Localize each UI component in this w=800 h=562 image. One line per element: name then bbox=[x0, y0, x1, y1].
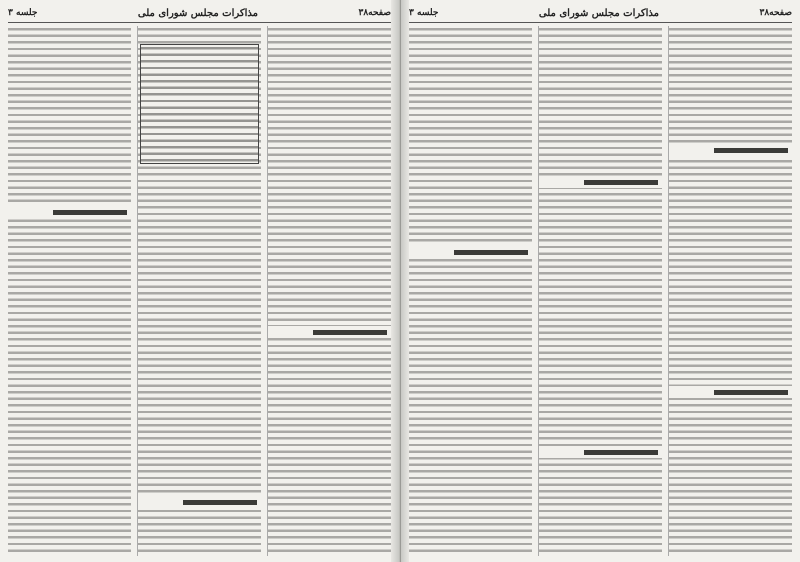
right-page-session: جلسه ۳ bbox=[409, 8, 439, 18]
section-heading bbox=[409, 246, 532, 258]
left-page-header bbox=[8, 6, 391, 23]
text-block bbox=[8, 26, 131, 556]
section-heading bbox=[539, 446, 662, 458]
text-block bbox=[268, 26, 391, 556]
right-page-column-1 bbox=[668, 26, 792, 556]
left-page-column-3 bbox=[8, 26, 131, 556]
text-block bbox=[669, 26, 792, 556]
right-page bbox=[400, 0, 800, 562]
right-page-header bbox=[409, 6, 792, 23]
left-page-title: مذاکرات مجلس شورای ملی bbox=[137, 7, 259, 19]
right-page-number: صفحه۳۸ bbox=[759, 8, 792, 18]
text-block bbox=[409, 26, 532, 556]
right-page-columns bbox=[409, 26, 792, 556]
boxed-notice bbox=[140, 44, 259, 164]
right-page-title: مذاکرات مجلس شورای ملی bbox=[538, 7, 660, 19]
section-heading bbox=[138, 496, 261, 508]
section-heading bbox=[669, 144, 792, 156]
left-page-column-1 bbox=[267, 26, 391, 556]
right-page-column-3 bbox=[409, 26, 532, 556]
right-page-column-2 bbox=[538, 26, 662, 556]
section-heading bbox=[539, 176, 662, 188]
left-page-session: جلسه ۳ bbox=[8, 8, 38, 18]
left-page-column-2 bbox=[137, 26, 261, 556]
left-page-columns bbox=[8, 26, 391, 556]
text-block bbox=[539, 26, 662, 556]
section-heading bbox=[268, 326, 391, 338]
section-heading bbox=[669, 386, 792, 398]
left-page-number: صفحه۳۸ bbox=[358, 8, 391, 18]
binding-gutter bbox=[401, 0, 409, 562]
binding-gutter bbox=[391, 0, 399, 562]
section-heading bbox=[8, 206, 131, 218]
